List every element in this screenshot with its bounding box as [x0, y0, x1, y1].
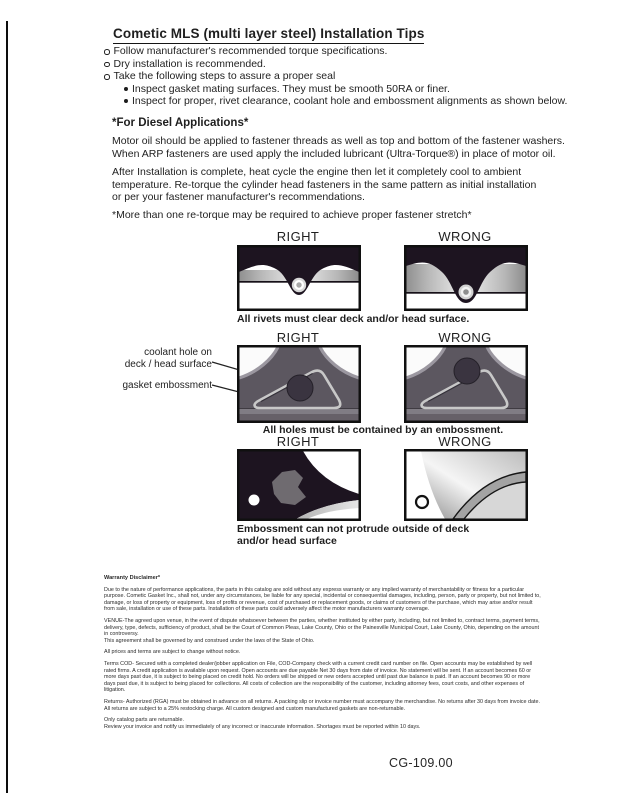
disclaimer-paragraph: All prices and terms are subject to change without notice. — [104, 649, 241, 656]
text-line: When ARP fasteners are used apply the included lubricant (Ultra-Torque®) in place of motor oil. — [112, 147, 556, 160]
diagram3-right-label: RIGHT — [276, 434, 320, 449]
list-item — [104, 70, 567, 83]
coolant-hole-callout — [100, 347, 212, 370]
page-title: Cometic MLS (multi layer steel) Installation Tips — [113, 26, 424, 44]
retorque-note: *More than one re-torque may be required to achieve proper fastener stretch* — [112, 209, 472, 221]
disclaimer-paragraph: Terms COD- Secured with a completed dealer/jobber application on File, COD-Company check with a current credit card number on file. Open accounts may be established by well rated firms. A credit application is available upon request. Open accounts are due payable Net 30 days from date of invoice. No statement will be sent. If an account becomes 60 or more days past due, it is subject to being placed on credit hold. No orders will be shipped or new orders accepted until past due balance is paid. If an account becomes 90 or more days past due, it is subject to being placed for collections. All costs of collection are the responsibility of the customer, including attorney fees, court costs, and other expenses of litigation. — [104, 660, 533, 694]
dot-bullet-icon — [124, 99, 128, 103]
diesel-paragraph-1 — [112, 135, 565, 160]
diagram1-right-panel — [237, 245, 361, 311]
diagram1-caption: All rivets must clear deck and/or head surface. — [237, 313, 470, 325]
list-item — [104, 58, 567, 71]
caption-line: and/or head surface — [237, 535, 337, 547]
disclaimer-paragraph: Due to the nature of performance applications, the parts in this catalog are sold without any express warranty or any implied warranty of merchantability or fitness for a particular purpose. Cometic Gasket Inc., shall not, under any circumstances, be liable for any special, incidental or consequential damages, including, person, party or property, but not limited to, damage, or loss of property or equipment, loss of profits or revenue, cost of purchased or replacement goods, or claims of customers of the purchase, which may arise and/or result from sale, installation or use of these parts. Installation of these parts could adversely affect the motor manufacturers warranty coverage. — [104, 586, 541, 613]
callout-line: coolant hole on — [144, 347, 212, 358]
embossment-callout: gasket embossment — [122, 380, 212, 391]
circle-bullet-icon — [104, 62, 110, 68]
disclaimer-heading: Warranty Disclaimer* — [104, 575, 161, 581]
list-item — [104, 45, 567, 58]
text-line: After Installation is complete, heat cycle the engine then let it completely cool to ambient — [112, 166, 522, 178]
disclaimer-paragraph: Returns- Authorized (RGA) must be obtained in advance on all returns. A packing slip or invoice number must accompany the merchandise. No returns after 30 days from invoice date. All returns are subject to a 25% restocking charge. All custom designed and custom manufactured gaskets are non-returnable. — [104, 698, 540, 712]
caption-line: Embossment can not protrude outside of deck — [237, 523, 470, 535]
disclaimer-paragraph: Only catalog parts are returnable. — [104, 717, 185, 724]
text-line: Motor oil should be applied to fastener threads as well as top and bottom of the fastener washers. — [112, 135, 565, 147]
circle-bullet-icon — [104, 49, 110, 55]
diagram2-wrong-label: WRONG — [438, 330, 492, 345]
diagram2-wrong-panel — [404, 345, 528, 423]
text-line: temperature. Re-torque the cylinder head fasteners in the same pattern as initial installation — [112, 178, 537, 191]
disclaimer-paragraph: VENUE-The agreed upon venue, in the event of dispute whatsoever between the parties, whether instituted by either party, including, but not limited to, contract terms, payment terms, delivery, type, defects, sufficiency of product, shall be the Court of Common Pleas, Lake County, Ohio or the Painesville Municipal Court, Lake County, Ohio, depending on the amount in controversy. — [104, 617, 540, 638]
diagram2-right-label: RIGHT — [276, 330, 320, 345]
page-edge-line — [6, 21, 8, 793]
diagram3-right-panel — [237, 449, 361, 521]
disclaimer-paragraph: Review your invoice and notify us immediately of any incorrect or inaccurate information. Shortages must be reported within 10 days. — [104, 723, 421, 730]
diagram1-right-label: RIGHT — [276, 229, 320, 244]
list-item-text: Inspect for proper, rivet clearance, coolant hole and embossment alignments as shown below. — [132, 95, 568, 108]
document-number: CG-109.00 — [389, 756, 453, 770]
list-item-text: Inspect gasket mating surfaces. They must be smooth 50RA or finer. — [132, 82, 450, 95]
diagram1-wrong-label: WRONG — [438, 229, 492, 244]
list-item-text: Take the following steps to assure a proper seal — [113, 70, 336, 83]
list-item-text: Follow manufacturer's recommended torque specifications. — [113, 45, 388, 57]
diagram3-wrong-panel — [404, 449, 528, 521]
circle-bullet-icon — [104, 74, 110, 80]
dot-bullet-icon — [124, 87, 128, 91]
diesel-heading: *For Diesel Applications* — [112, 117, 249, 129]
text-line: or per your fastener manufacturer's recommendations. — [112, 191, 365, 204]
diagram1-wrong-panel — [404, 245, 528, 311]
callout-line: deck / head surface — [124, 358, 212, 370]
diagram2-caption: All holes must be contained by an embossment. — [262, 424, 504, 436]
list-item — [124, 95, 567, 108]
list-item — [124, 83, 567, 96]
list-item-text: Dry installation is recommended. — [113, 57, 266, 70]
diagram2-right-panel — [237, 345, 361, 423]
diagram3-wrong-label: WRONG — [438, 434, 492, 449]
disclaimer-paragraph: This agreement shall be governed by and construed under the laws of the State of Ohio. — [104, 637, 315, 644]
diesel-paragraph-2 — [112, 166, 536, 204]
tips-list — [104, 45, 567, 108]
diagram3-caption — [237, 523, 469, 547]
warranty-disclaimer — [104, 575, 541, 735]
